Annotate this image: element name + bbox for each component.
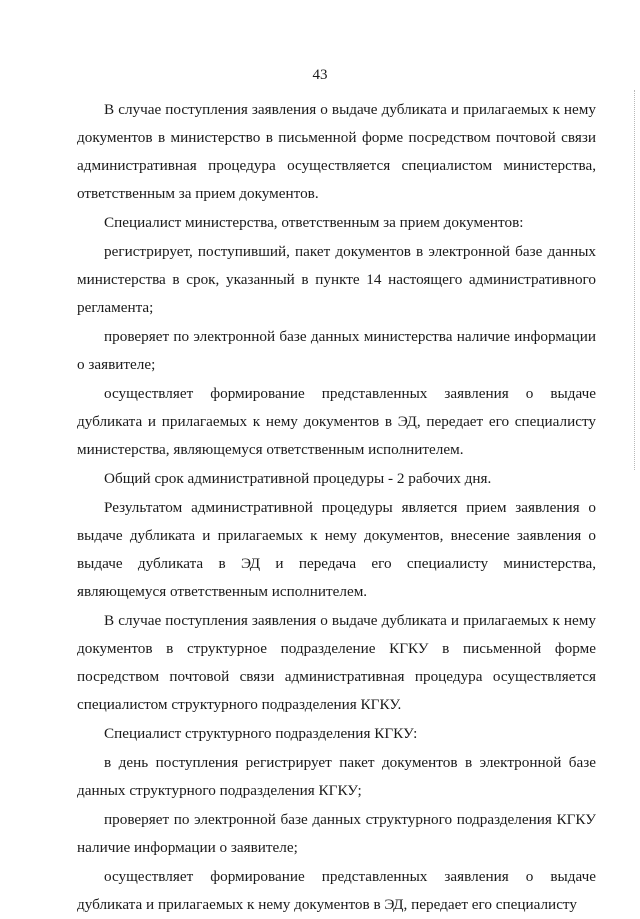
paragraph-3: регистрирует, поступивший, пакет документов в электронной базе данных министерства в срок, указанный в пункте 14 настоящего административного регламента; <box>77 243 596 316</box>
page-number: 43 <box>312 67 328 83</box>
paragraph-11: проверяет по электронной базе данных структурного подразделения КГКУ наличие информации о заявителе; <box>77 811 596 856</box>
paragraph-4: проверяет по электронной базе данных министерства наличие информации о заявителе; <box>77 328 596 373</box>
paragraph-6: Общий срок административной процедуры - 2 рабочих дня. <box>104 470 492 487</box>
paragraph-10: в день поступления регистрирует пакет документов в электронной базе данных структурного подразделения КГКУ; <box>77 754 596 799</box>
paragraph-1: В случае поступления заявления о выдаче дубликата и прилагаемых к нему документов в министерство в письменной форме посредством почтовой связи административная процедура осуществляется специалистом министерства, ответственным за прием документов. <box>77 101 596 202</box>
scan-edge-mark <box>633 90 635 470</box>
paragraph-2: Специалист министерства, ответственным за прием документов: <box>104 214 524 231</box>
paragraph-7: Результатом административной процедуры является прием заявления о выдаче дубликата и прилагаемых к нему документов, внесение заявления о выдаче дубликата в ЭД и передача его специалисту министерства, являющемуся ответственным исполнителем. <box>77 499 596 600</box>
paragraph-8: В случае поступления заявления о выдаче дубликата и прилагаемых к нему документов в структурное подразделение КГКУ в письменной форме посредством почтовой связи административная процедура осуществляется специалистом структурного подразделения КГКУ. <box>77 612 596 713</box>
paragraph-12: осуществляет формирование представленных заявления о выдаче дубликата и прилагаемых к нему документов в ЭД, передает его специалисту <box>77 868 596 913</box>
paragraph-9: Специалист структурного подразделения КГКУ: <box>104 725 418 742</box>
paragraph-5: осуществляет формирование представленных заявления о выдаче дубликата и прилагаемых к нему документов в ЭД, передает его специалисту министерства, являющемуся ответственным исполнителем. <box>77 385 596 458</box>
